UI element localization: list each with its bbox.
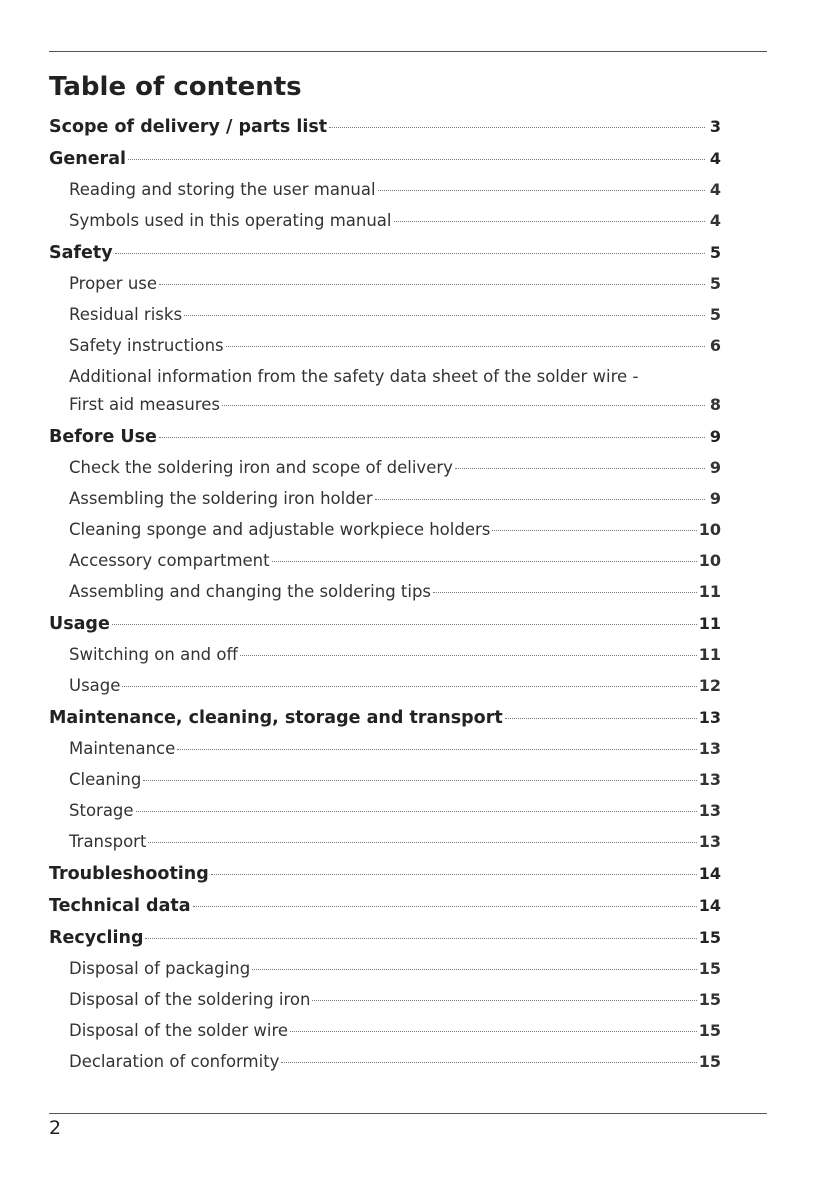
dot-leader — [211, 874, 697, 875]
toc-entry-subsection[interactable] — [49, 770, 721, 801]
bottom-divider — [49, 1113, 767, 1114]
toc-entry-subsection[interactable] — [49, 274, 721, 305]
toc-entry-subsection[interactable] — [49, 645, 721, 676]
toc-entry-subsection[interactable] — [49, 959, 721, 990]
toc-entry-page: 12 — [698, 676, 721, 695]
toc-entry-title: First aid measures — [69, 395, 220, 414]
toc-entry-section[interactable] — [49, 707, 721, 739]
toc-entry-section[interactable] — [49, 116, 721, 148]
page-title: Table of contents — [49, 72, 302, 102]
toc-entry-title: Maintenance, cleaning, storage and transport — [49, 708, 503, 728]
toc-entry-title: Cleaning sponge and adjustable workpiece holders — [69, 520, 491, 539]
toc-entry-page: 4 — [709, 211, 721, 230]
toc-entry-title: Switching on and off — [69, 645, 238, 664]
toc-entry-title: Declaration of conformity — [69, 1052, 280, 1071]
dot-leader — [184, 315, 705, 316]
toc-entry-subsection[interactable] — [49, 520, 721, 551]
toc-entry-page: 10 — [698, 520, 721, 539]
toc-entry-page: 5 — [709, 274, 721, 293]
toc-entry-subsection[interactable] — [49, 180, 721, 211]
dot-leader — [329, 127, 705, 128]
toc-entry-subsection[interactable] — [49, 336, 721, 367]
toc-entry-subsection[interactable] — [49, 211, 721, 242]
toc-entry-title: Residual risks — [69, 305, 183, 324]
dot-leader — [375, 499, 705, 500]
toc-entry-page: 13 — [698, 708, 721, 727]
toc-entry-page: 13 — [698, 801, 721, 820]
toc-entry-subsection[interactable] — [49, 305, 721, 336]
top-divider — [49, 51, 767, 52]
dot-leader — [455, 468, 705, 469]
toc-entry-page: 15 — [698, 990, 721, 1009]
toc-entry-title: Disposal of packaging — [69, 959, 251, 978]
toc-entry-title: Troubleshooting — [49, 864, 209, 884]
toc-entry-page: 15 — [698, 928, 721, 947]
toc-entry-title: Check the soldering iron and scope of delivery — [69, 458, 453, 477]
toc-entry-page: 11 — [698, 582, 721, 601]
dot-leader — [240, 655, 697, 656]
toc-entry-section[interactable] — [49, 863, 721, 895]
dot-leader — [378, 190, 705, 191]
toc-entry-subsection[interactable] — [49, 367, 721, 395]
dot-leader — [252, 969, 697, 970]
toc-entry-title: General — [49, 149, 126, 169]
toc-entry-page: 9 — [709, 489, 721, 508]
toc-entry-title: Usage — [69, 676, 121, 695]
toc-entry-page: 14 — [698, 896, 721, 915]
toc-entry-title: Scope of delivery / parts list — [49, 117, 328, 137]
toc-entry-page: 11 — [698, 645, 721, 664]
toc-entry-page: 9 — [709, 427, 721, 446]
dot-leader — [290, 1031, 697, 1032]
toc-entry-section[interactable] — [49, 242, 721, 274]
toc-entry-title: Transport — [69, 832, 147, 851]
toc-entry-page: 13 — [698, 832, 721, 851]
toc-entry-title: Proper use — [69, 274, 158, 293]
dot-leader — [193, 906, 697, 907]
dot-leader — [148, 842, 696, 843]
toc-entry-page: 3 — [709, 117, 721, 136]
toc-entry-title: Additional information from the safety data sheet of the solder wire - — [69, 367, 639, 386]
dot-leader — [222, 405, 705, 406]
page-number: 2 — [49, 1117, 62, 1139]
toc-entry-page: 15 — [698, 1052, 721, 1071]
dot-leader — [128, 159, 705, 160]
dot-leader — [159, 437, 705, 438]
toc-entry-title: Technical data — [49, 896, 191, 916]
toc-entry-title: Disposal of the soldering iron — [69, 990, 311, 1009]
toc-entry-page: 5 — [709, 305, 721, 324]
toc-entry-subsection[interactable] — [49, 395, 721, 426]
dot-leader — [143, 780, 696, 781]
toc-entry-subsection[interactable] — [49, 739, 721, 770]
toc-entry-subsection[interactable] — [49, 489, 721, 520]
dot-leader — [312, 1000, 696, 1001]
toc-entry-title: Symbols used in this operating manual — [69, 211, 392, 230]
dot-leader — [492, 530, 696, 531]
toc-entry-title: Cleaning — [69, 770, 142, 789]
toc-entry-page: 10 — [698, 551, 721, 570]
toc-entry-subsection[interactable] — [49, 1021, 721, 1052]
toc-entry-subsection[interactable] — [49, 582, 721, 613]
dot-leader — [433, 592, 697, 593]
toc-entry-title: Assembling the soldering iron holder — [69, 489, 373, 508]
toc-entry-title: Before Use — [49, 427, 157, 447]
toc-entry-page: 13 — [698, 770, 721, 789]
dot-leader — [112, 624, 697, 625]
toc-entry-page: 8 — [709, 395, 721, 414]
toc-entry-page: 4 — [709, 149, 721, 168]
toc-entry-subsection[interactable] — [49, 801, 721, 832]
dot-leader — [159, 284, 705, 285]
toc-entry-page: 14 — [698, 864, 721, 883]
toc-entry-title: Disposal of the solder wire — [69, 1021, 289, 1040]
toc-entry-title: Storage — [69, 801, 134, 820]
toc-entry-section[interactable] — [49, 148, 721, 180]
dot-leader — [145, 938, 696, 939]
toc-list — [49, 116, 721, 1083]
toc-entry-subsection[interactable] — [49, 676, 721, 707]
toc-entry-title: Safety instructions — [69, 336, 224, 355]
toc-entry-page: 15 — [698, 1021, 721, 1040]
toc-entry-page: 5 — [709, 243, 721, 262]
toc-entry-subsection[interactable] — [49, 1052, 721, 1083]
toc-entry-title: Assembling and changing the soldering tips — [69, 582, 432, 601]
toc-entry-page: 15 — [698, 959, 721, 978]
toc-entry-subsection[interactable] — [49, 458, 721, 489]
dot-leader — [226, 346, 705, 347]
toc-entry-page: 13 — [698, 739, 721, 758]
toc-entry-section[interactable] — [49, 927, 721, 959]
toc-entry-subsection[interactable] — [49, 832, 721, 863]
toc-entry-subsection[interactable] — [49, 990, 721, 1021]
toc-entry-page: 4 — [709, 180, 721, 199]
dot-leader — [136, 811, 697, 812]
toc-entry-title: Recycling — [49, 928, 144, 948]
dot-leader — [177, 749, 696, 750]
toc-entry-section[interactable] — [49, 895, 721, 927]
toc-entry-section[interactable] — [49, 613, 721, 645]
dot-leader — [281, 1062, 696, 1063]
toc-entry-title: Accessory compartment — [69, 551, 270, 570]
toc-entry-title: Usage — [49, 614, 110, 634]
dot-leader — [272, 561, 697, 562]
dot-leader — [115, 253, 705, 254]
toc-entry-section[interactable] — [49, 426, 721, 458]
toc-entry-title: Maintenance — [69, 739, 176, 758]
toc-entry-subsection[interactable] — [49, 551, 721, 582]
toc-entry-page: 6 — [709, 336, 721, 355]
dot-leader — [394, 221, 705, 222]
dot-leader — [122, 686, 696, 687]
toc-entry-page: 11 — [698, 614, 721, 633]
toc-entry-title: Reading and storing the user manual — [69, 180, 376, 199]
dot-leader — [505, 718, 697, 719]
toc-entry-page: 9 — [709, 458, 721, 477]
toc-entry-title: Safety — [49, 243, 113, 263]
